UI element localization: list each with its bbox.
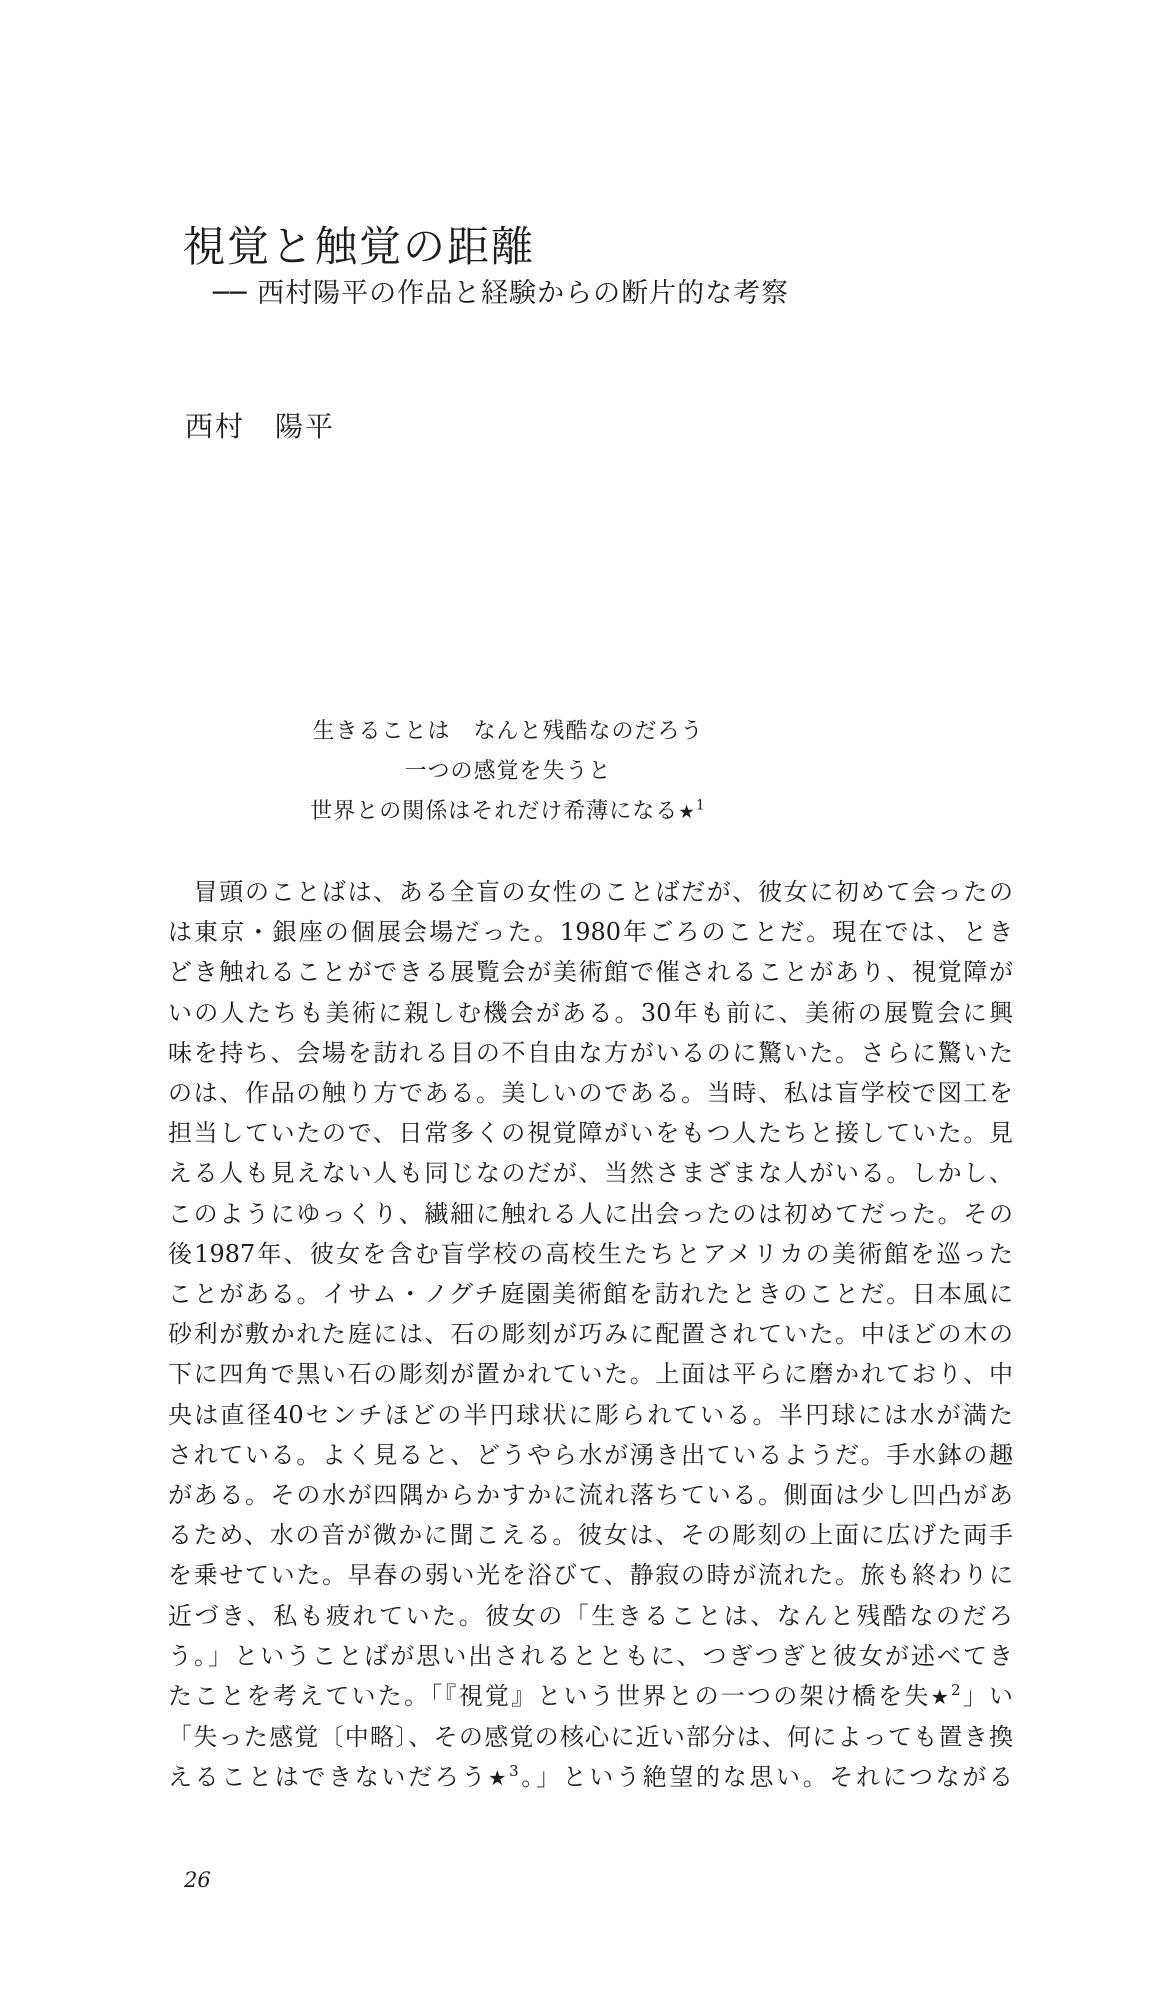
footnote-number: 3	[509, 1762, 519, 1781]
body-line: 央は直径40センチほどの半円球状に彫られている。半円球には水が満た	[168, 1400, 1013, 1429]
body-line: 冒頭のことばは、ある全盲の女性のことばだが、彼女に初めて会ったの	[168, 878, 1013, 906]
footnote-star-icon: ★	[930, 1685, 952, 1710]
body-line: は東京・銀座の個展会場だった。1980年ごろのことだ。現在では、とき	[168, 918, 1013, 947]
body-line: のは、作品の触り方である。美しいのである。当時、私は盲学校で図工を	[168, 1079, 1013, 1108]
epigraph-line: 世界との関係はそれだけ希薄になる★$^1$	[310, 797, 706, 824]
author-name: 西村 陽平	[185, 410, 336, 443]
body-line: 担当していたので、日常多くの視覚障がいをもつ人たちと接していた。見	[168, 1119, 1013, 1148]
epigraph	[168, 712, 848, 833]
footnote-star-icon: ★	[488, 1766, 510, 1791]
page-number: 26	[184, 1868, 211, 1892]
body-line: たことを考えていた。「『視覚』という世界との一つの架け橋を失★$^2$」い	[168, 1681, 1014, 1711]
body-line: ことがある。イサム・ノグチ庭園美術館を訪れたときのことだ。日本風に	[168, 1280, 1013, 1309]
body-line: 下に四角で黒い石の彫刻が置かれていた。上面は平らに磨かれており、中	[168, 1360, 1013, 1389]
body-line: えることはできないだろう★$^3$。」という絶望的な思い。それにつながる	[168, 1762, 1014, 1792]
page-title: 視覚と触覚の距離	[183, 222, 536, 272]
footnote-number: 1	[696, 797, 706, 814]
epigraph-line: 一つの感覚を失うと	[404, 759, 612, 784]
body-line: える人も見えない人も同じなのだが、当然さまざまな人がいる。しかし、	[168, 1159, 1013, 1188]
body-line: 近づき、私も疲れていた。彼女の「生きることは、なんと残酷なのだろ	[168, 1601, 1013, 1630]
body-line: るため、水の音が微かに聞こえる。彼女は、その彫刻の上面に広げた両手	[168, 1521, 1013, 1550]
body-text	[168, 872, 1013, 1799]
footnote-star-icon: ★	[678, 802, 697, 823]
body-line: このようにゆっくり、繊細に触れる人に出会ったのは初めてだった。その	[168, 1199, 1013, 1228]
body-line: を乗せていた。早春の弱い光を浴びて、静寂の時が流れた。旅も終わりに	[168, 1561, 1013, 1590]
body-line: 砂利が敷かれた庭には、石の彫刻が巧みに配置されていた。中ほどの木の	[168, 1320, 1013, 1349]
body-line: されている。よく見ると、どうやら水が湧き出ているようだ。手水鉢の趣	[168, 1440, 1013, 1469]
body-line: どき触れることができる展覧会が美術館で催されることがあり、視覚障が	[168, 958, 1013, 987]
body-line: 味を持ち、会場を訪れる目の不自由な方がいるのに驚いた。さらに驚いた	[168, 1038, 1013, 1067]
body-line: 後1987年、彼女を含む盲学校の高校生たちとアメリカの美術館を巡った	[168, 1239, 1013, 1268]
body-line: う。」ということばが思い出されるとともに、つぎつぎと彼女が述べてき	[168, 1641, 1013, 1670]
page-subtitle: ── 西村陽平の作品と経験からの断片的な考察	[213, 278, 790, 309]
body-line: がある。その水が四隅からかすかに流れ落ちている。側面は少し凹凸があ	[168, 1481, 1013, 1510]
epigraph-line: 生きることは なんと残酷なのだろう	[312, 719, 704, 744]
footnote-number: 2	[951, 1681, 961, 1700]
body-line: 「失った感覚〔中略〕、その感覚の核心に近い部分は、何によっても置き換	[168, 1723, 1013, 1752]
body-line: いの人たちも美術に親しむ機会がある。30年も前に、美術の展覧会に興	[168, 998, 1013, 1027]
